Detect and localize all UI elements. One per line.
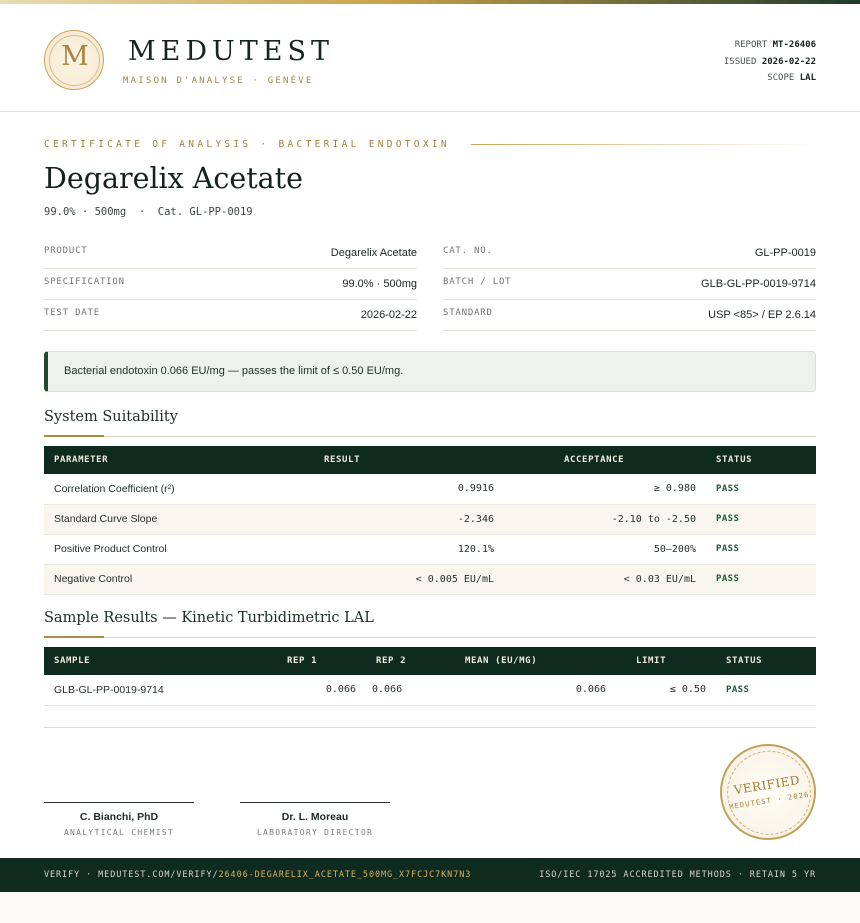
info-value: 2026-02-22 bbox=[360, 309, 417, 321]
status-badge: PASS bbox=[726, 684, 750, 695]
status-badge: PASS bbox=[716, 514, 740, 524]
result-cell: -2.346 bbox=[457, 513, 494, 525]
column-header: ACCEPTANCE bbox=[564, 455, 625, 465]
brand-name: MEDUTEST bbox=[128, 36, 334, 67]
sample-cell: GLB-GL-PP-0019-9714 bbox=[54, 683, 164, 696]
result-cell: < 0.005 EU/mL bbox=[415, 573, 494, 585]
info-row-cat-no bbox=[443, 238, 816, 269]
rep1-cell: 0.066 bbox=[325, 684, 356, 696]
samples-heading: Sample Results — Kinetic Turbidimetric LAL bbox=[44, 610, 374, 626]
acceptance-cell: 50–200% bbox=[653, 543, 696, 555]
table-row bbox=[44, 474, 816, 504]
info-grid-left bbox=[44, 238, 417, 331]
mean-cell: 0.066 bbox=[575, 684, 606, 696]
parameter-cell: Positive Product Control bbox=[54, 543, 167, 555]
table-row bbox=[44, 675, 816, 705]
info-row-standard bbox=[443, 300, 816, 331]
column-header: STATUS bbox=[726, 656, 763, 666]
verdict-banner bbox=[44, 351, 816, 392]
table-header-row bbox=[44, 647, 816, 675]
column-header: RESULT bbox=[324, 455, 361, 465]
page-subtitle: 99.0% · 500mg · Cat. GL-PP-0019 bbox=[44, 206, 253, 218]
info-label: TEST DATE bbox=[44, 308, 100, 318]
suitability-heading: System Suitability bbox=[44, 409, 178, 425]
column-header: REP 2 bbox=[376, 656, 407, 666]
meta-report: REPORT MT-26406 bbox=[734, 40, 816, 50]
acceptance-cell: -2.10 to -2.50 bbox=[611, 513, 696, 525]
suitability-table bbox=[44, 446, 816, 595]
report-meta bbox=[724, 37, 816, 87]
verify-prefix: VERIFY · MEDUTEST.COM/VERIFY/ bbox=[44, 870, 219, 880]
suitability-rule bbox=[44, 436, 816, 437]
samples-table bbox=[44, 647, 816, 706]
meta-scope: SCOPE LAL bbox=[767, 73, 816, 83]
parameter-cell: Negative Control bbox=[54, 573, 133, 585]
parameter-cell: Standard Curve Slope bbox=[54, 513, 158, 525]
info-value: GLB-GL-PP-0019-9714 bbox=[701, 278, 816, 290]
info-value: USP <85> / EP 2.6.14 bbox=[708, 309, 816, 321]
signature-role: LABORATORY DIRECTOR bbox=[256, 828, 374, 837]
stamp-subtext: MEDUTEST · 2026 bbox=[728, 790, 811, 812]
kicker-rule bbox=[471, 144, 816, 145]
status-badge: PASS bbox=[716, 483, 740, 494]
limit-cell: ≤ 0.50 bbox=[669, 684, 706, 696]
info-value: 99.0% · 500mg bbox=[342, 278, 417, 290]
table-row bbox=[44, 564, 816, 594]
info-row-product bbox=[44, 238, 417, 269]
signature-role: ANALYTICAL CHEMIST bbox=[63, 828, 175, 837]
info-label: SPECIFICATION bbox=[44, 277, 125, 287]
meta-issued: ISSUED 2026-02-22 bbox=[723, 56, 816, 67]
result-cell: 120.1% bbox=[457, 543, 494, 555]
info-value: Degarelix Acetate bbox=[330, 247, 417, 259]
column-header: MEAN (EU/MG) bbox=[465, 656, 538, 666]
info-row-specification bbox=[44, 269, 417, 300]
info-label: PRODUCT bbox=[44, 246, 88, 256]
signature-name: Dr. L. Moreau bbox=[281, 811, 349, 823]
column-header: STATUS bbox=[716, 455, 753, 465]
brand-tagline: MAISON D'ANALYSE · GENÈVE bbox=[123, 76, 314, 86]
info-label: BATCH / LOT bbox=[443, 277, 512, 287]
status-badge: PASS bbox=[716, 574, 740, 584]
table-row bbox=[44, 534, 816, 564]
info-label: STANDARD bbox=[443, 308, 493, 318]
column-header: LIMIT bbox=[636, 656, 667, 666]
brand-seal-icon bbox=[44, 30, 104, 90]
footer-accreditation: ISO/IEC 17025 ACCREDITED METHODS · RETAIN 5 YR bbox=[539, 870, 816, 880]
bottom-band bbox=[0, 892, 860, 923]
info-label: CAT. NO. bbox=[443, 246, 493, 256]
footer-bar bbox=[0, 858, 860, 892]
rep2-cell: 0.066 bbox=[372, 684, 403, 696]
column-header: SAMPLE bbox=[54, 656, 91, 666]
verdict-text: Bacterial endotoxin 0.066 EU/mg — passes the limit of ≤ 0.50 EU/mg. bbox=[64, 365, 404, 377]
table-row bbox=[44, 504, 816, 534]
info-row-test-date bbox=[44, 300, 417, 331]
column-header: REP 1 bbox=[287, 656, 318, 666]
signature-divider bbox=[44, 727, 816, 728]
signature-block-chemist bbox=[44, 802, 194, 837]
acceptance-cell: < 0.03 EU/mL bbox=[623, 573, 696, 585]
info-grid-right bbox=[443, 238, 816, 331]
acceptance-cell: ≥ 0.980 bbox=[653, 483, 696, 495]
status-badge: PASS bbox=[716, 544, 740, 554]
info-row-batch bbox=[443, 269, 816, 300]
info-value: GL-PP-0019 bbox=[754, 247, 816, 259]
parameter-cell: Correlation Coefficient (r²) bbox=[54, 482, 175, 495]
signature-block-director bbox=[240, 802, 390, 837]
verify-link[interactable]: 26406-DEGARELIX_ACETATE_500MG_X7FCJC7KN7N3 bbox=[218, 870, 472, 880]
table-header-row bbox=[44, 446, 816, 474]
column-header: PARAMETER bbox=[54, 455, 109, 465]
result-cell: 0.9916 bbox=[457, 483, 494, 495]
verified-stamp bbox=[713, 737, 823, 847]
header bbox=[0, 4, 860, 112]
page-title: Degarelix Acetate bbox=[44, 162, 303, 195]
verify-text bbox=[44, 870, 471, 880]
samples-rule bbox=[44, 637, 816, 638]
stamp-text: VERIFIED bbox=[732, 772, 801, 798]
certificate-kicker: CERTIFICATE OF ANALYSIS · BACTERIAL ENDOTOXIN bbox=[44, 139, 450, 150]
brand-monogram: M bbox=[61, 41, 89, 72]
signature-name: C. Bianchi, PhD bbox=[79, 811, 159, 823]
